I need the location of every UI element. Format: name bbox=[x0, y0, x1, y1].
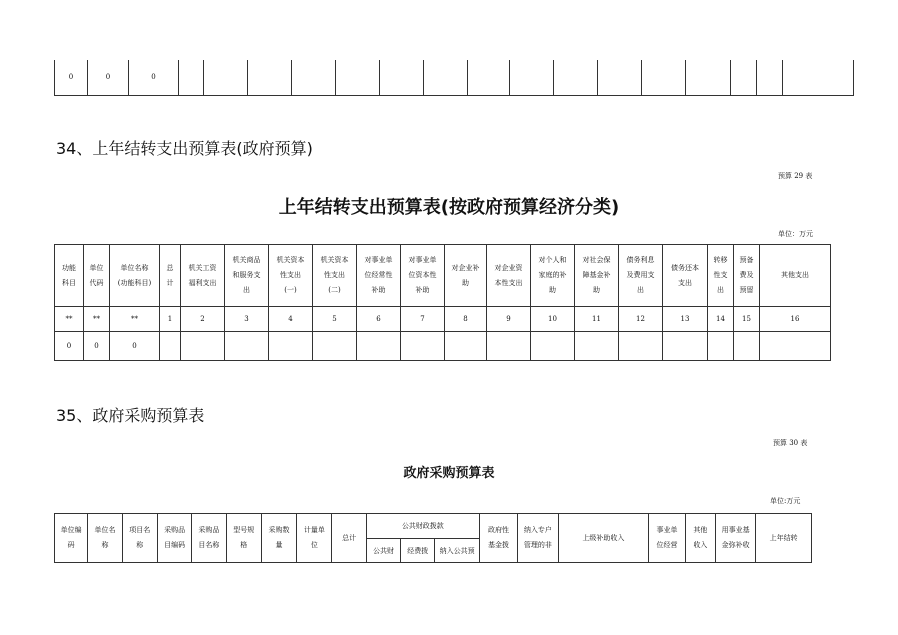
top-cell-2: 0 bbox=[88, 60, 129, 95]
section-34-heading: 34、上年结转支出预算表(政府预算) bbox=[56, 139, 313, 158]
table-29-index-cell: 14 bbox=[708, 307, 734, 332]
header-text: 单位名 称 bbox=[94, 526, 116, 549]
table-29-index-cell: 11 bbox=[575, 307, 619, 332]
table-29-index-cell: 1 bbox=[160, 307, 181, 332]
header-text: 采购数 量 bbox=[268, 526, 290, 549]
th-other-income bbox=[685, 514, 715, 563]
table-29-header-cell: 债务利息 及费用支 出 bbox=[619, 245, 663, 307]
table-29 bbox=[54, 244, 831, 361]
table-29-header-cell: 预备 费及 预留 bbox=[734, 245, 760, 307]
th-public-finance: 公共财政拨款 bbox=[366, 514, 479, 539]
table-29-unit: 单位：万元 bbox=[778, 230, 813, 238]
table-29-header-cell: 功能 科目 bbox=[55, 245, 84, 307]
th-special bbox=[518, 514, 558, 563]
table-29-index-cell: 9 bbox=[487, 307, 531, 332]
table-29-index-cell: 2 bbox=[181, 307, 225, 332]
table-29-header-cell: 对社会保 障基金补 助 bbox=[575, 245, 619, 307]
th-project-name bbox=[122, 514, 157, 563]
th-item-name bbox=[192, 514, 226, 563]
table-29-index-cell: ** bbox=[110, 307, 160, 332]
table-29-header-cell: 其他支出 bbox=[760, 245, 831, 307]
table-29-index-cell: ** bbox=[84, 307, 110, 332]
table-30-unit: 单位:万元 bbox=[770, 497, 801, 505]
table-29-header-cell: 机关资本 性支出 (二) bbox=[313, 245, 357, 307]
top-cell-3: 0 bbox=[129, 60, 179, 95]
table-29-header-cell: 对企业资 本性支出 bbox=[487, 245, 531, 307]
top-cell-1: 0 bbox=[55, 60, 88, 95]
table-29-index-cell: 15 bbox=[734, 307, 760, 332]
section-35-heading: 35、政府采购预算表 bbox=[56, 406, 205, 425]
header-text: 计量单 位 bbox=[303, 526, 325, 549]
table-29-index-cell: 4 bbox=[269, 307, 313, 332]
th-unit-name bbox=[88, 514, 122, 563]
th-surplus bbox=[715, 514, 755, 563]
table-29-index-cell: 7 bbox=[401, 307, 445, 332]
table-29-number: 预算 29 表 bbox=[778, 172, 813, 180]
table-29-index-cell: 10 bbox=[531, 307, 575, 332]
table-29-header-cell: 总 计 bbox=[160, 245, 181, 307]
header-text: 事业单 位经营 bbox=[656, 526, 678, 549]
table-29-header-cell: 机关商品 和服务支 出 bbox=[225, 245, 269, 307]
table-29-header-row bbox=[55, 245, 831, 307]
table-30 bbox=[54, 513, 812, 563]
table-29-header-cell: 转移 性支 出 bbox=[708, 245, 734, 307]
table-29-index-cell: 13 bbox=[663, 307, 708, 332]
table-29-header-cell: 单位 代码 bbox=[84, 245, 110, 307]
th-total: 总计 bbox=[332, 514, 366, 563]
th-pf-sub3: 纳入公共预 bbox=[435, 539, 479, 563]
header-text: 其他 收入 bbox=[693, 526, 708, 549]
header-text: 政府性 基金拨 bbox=[488, 526, 509, 549]
th-measure-unit bbox=[297, 514, 332, 563]
header-text: 项目名 称 bbox=[129, 526, 151, 549]
header-text: 采购品 目编码 bbox=[164, 526, 186, 549]
table-29-title: 上年结转支出预算表(按政府预算经济分类) bbox=[278, 197, 620, 218]
table-30-number: 预算 30 表 bbox=[773, 439, 808, 447]
header-text: 用事业基 金弥补收 bbox=[721, 526, 750, 549]
table-29-data-cell: 0 bbox=[84, 332, 110, 361]
table-29-index-row bbox=[55, 307, 831, 332]
header-text: 采购品 目名称 bbox=[198, 526, 220, 549]
th-business-income bbox=[649, 514, 685, 563]
th-gov-fund bbox=[479, 514, 517, 563]
table-29-header-cell: 对事业单 位资本性 补助 bbox=[401, 245, 445, 307]
table-29-data-cell: 0 bbox=[55, 332, 84, 361]
table-29-index-cell: 6 bbox=[357, 307, 401, 332]
table-29-header-cell: 单位名称 (功能科目) bbox=[110, 245, 160, 307]
table-29-header-cell: 债务还本 支出 bbox=[663, 245, 708, 307]
th-upper-subsidy: 上级补助收入 bbox=[558, 514, 649, 563]
th-carry-over: 上年结转 bbox=[756, 514, 812, 563]
header-text: 型号规 格 bbox=[233, 526, 255, 549]
table-29-index-cell: 12 bbox=[619, 307, 663, 332]
table-30-title: 政府采购预算表 bbox=[403, 466, 495, 481]
table-29-header-cell: 对事业单 位经常性 补助 bbox=[357, 245, 401, 307]
header-text: 单位编 码 bbox=[60, 526, 82, 549]
table-29-data-row bbox=[55, 332, 831, 361]
th-item-code bbox=[157, 514, 191, 563]
header-text: 纳入专户 管理的非 bbox=[523, 526, 552, 549]
th-model bbox=[226, 514, 261, 563]
table-29-index-cell: ** bbox=[55, 307, 84, 332]
table-29-data-cell: 0 bbox=[110, 332, 160, 361]
th-quantity bbox=[261, 514, 296, 563]
top-partial-table bbox=[54, 60, 854, 96]
table-29-header-cell: 对企业补 助 bbox=[445, 245, 487, 307]
table-29-header-cell: 对个人和 家庭的补 助 bbox=[531, 245, 575, 307]
table-29-index-cell: 8 bbox=[445, 307, 487, 332]
th-pf-sub2: 经费拨 bbox=[401, 539, 435, 563]
table-29-header-cell: 机关工资 福利支出 bbox=[181, 245, 225, 307]
table-29-index-cell: 3 bbox=[225, 307, 269, 332]
th-unit-code bbox=[55, 514, 88, 563]
table-29-index-cell: 16 bbox=[760, 307, 831, 332]
table-29-header-cell: 机关资本 性支出 (一) bbox=[269, 245, 313, 307]
th-pf-sub1: 公共财 bbox=[366, 539, 400, 563]
table-29-index-cell: 5 bbox=[313, 307, 357, 332]
